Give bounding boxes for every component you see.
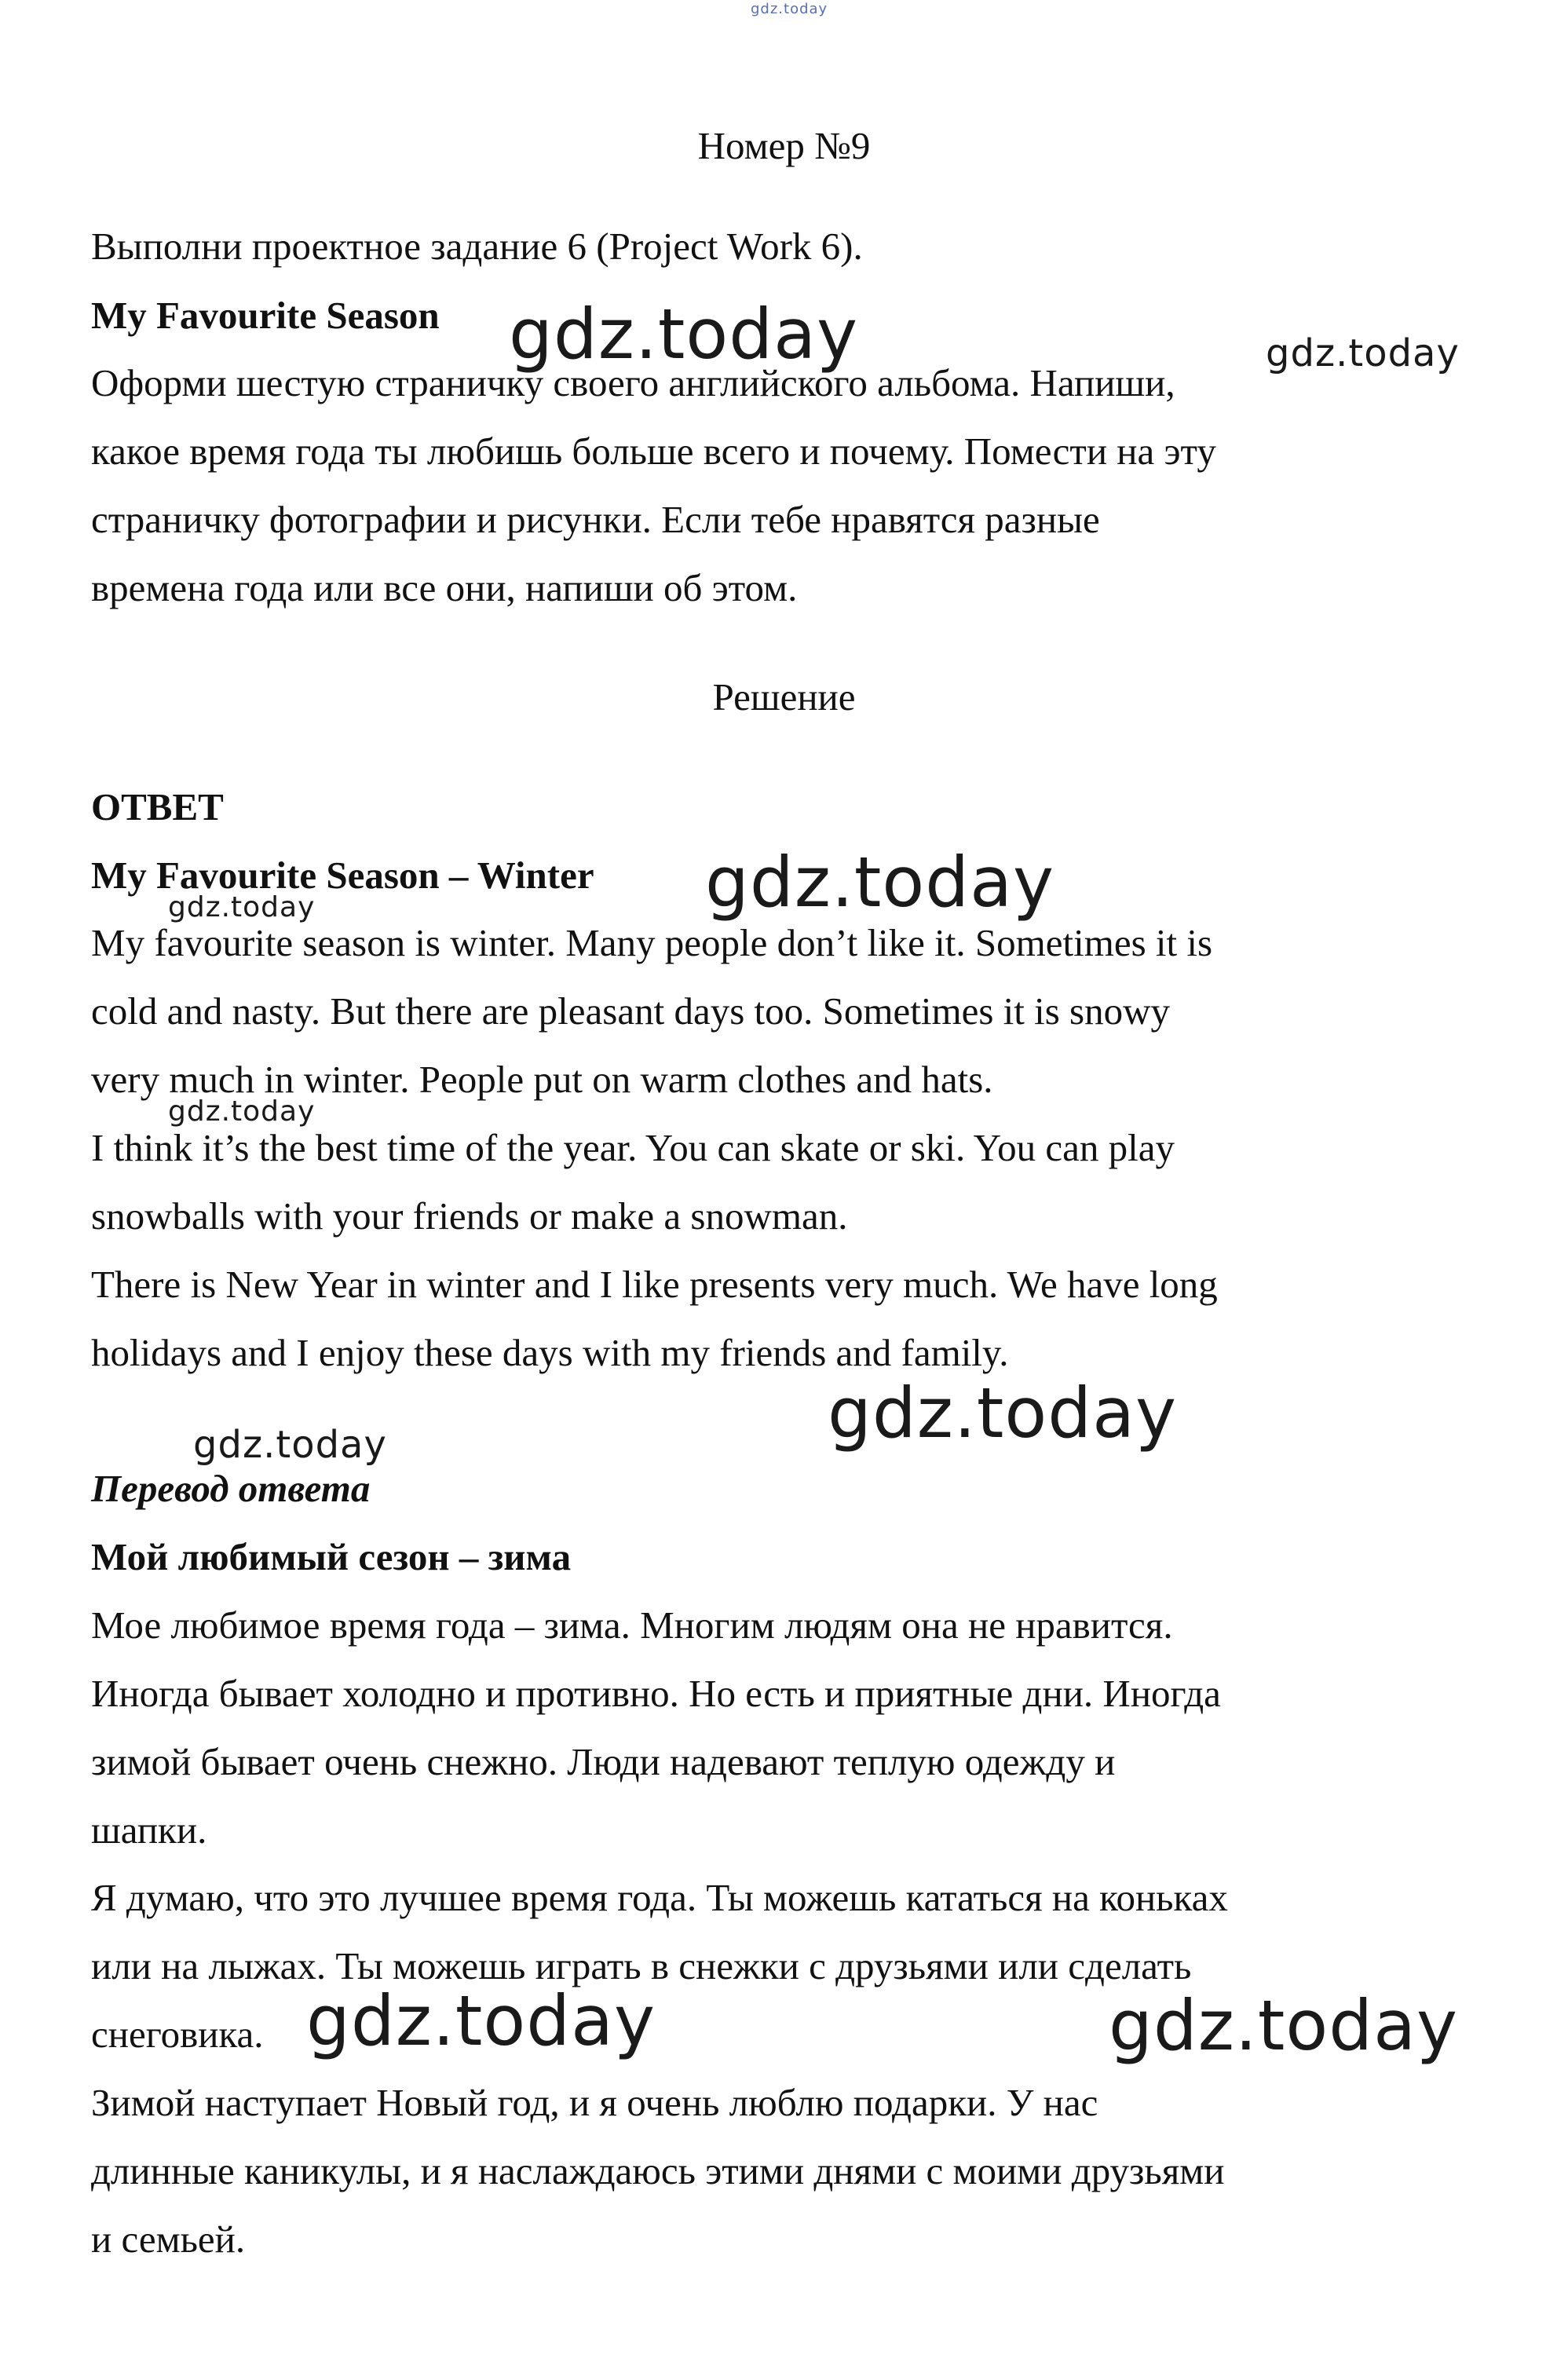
task-instruction: Выполни проектное задание 6 (Project Work 6). [91,225,863,268]
answer-line: I think it’s the best time of the year. You can skate or ski. You can play [91,1126,1175,1169]
answer-line: holidays and I enjoy these days with my friends and family. [91,1331,1009,1374]
translation-line: длинные каникулы, и я наслаждаюсь этими днями с моими друзьями [91,2149,1225,2192]
translation-line: и семьей. [91,2218,246,2261]
watermark: gdz.today [828,1373,1178,1453]
solution-heading: Решение [712,675,856,718]
translation-line: снеговика. [91,2013,264,2056]
watermark: gdz.today [1109,1985,1459,2066]
task-line: Оформи шестую страничку своего английского альбома. Напиши, [91,361,1175,404]
task-line: какое время года ты любишь больше всего и почему. Помести на эту [91,430,1216,473]
translation-line: зимой бывает очень снежно. Люди надевают теплую одежду и [91,1740,1116,1783]
translation-line: шапки. [91,1808,207,1852]
task-line: времена года или все они, напиши об этом. [91,566,798,609]
translation-line: или на лыжах. Ты можешь играть в снежки с друзьями или сделать [91,1944,1192,1987]
top-watermark: gdz.today [751,1,828,17]
translation-line: Я думаю, что это лучшее время года. Ты можешь кататься на коньках [91,1876,1228,1919]
answer-line: My favourite season is winter. Many people don’t like it. Sometimes it is [91,921,1213,964]
answer-line: There is New Year in winter and I like presents very much. We have long [91,1263,1218,1306]
task-subtitle: My Favourite Season [91,294,440,337]
translation-title: Мой любимый сезон – зима [91,1535,572,1578]
translation-line: Зимой наступает Новый год, и я очень люблю подарки. У нас [91,2081,1098,2124]
answer-line: snowballs with your friends or make a snowman. [91,1194,848,1238]
watermark: gdz.today [306,1980,656,2061]
watermark: gdz.today [705,842,1055,923]
watermark: gdz.today [193,1423,387,1467]
watermark: gdz.today [168,891,316,923]
answer-label: ОТВЕТ [91,785,224,828]
answer-line: very much in winter. People put on warm clothes and hats. [91,1058,993,1101]
translation-line: Иногда бывает холодно и противно. Но есть и приятные дни. Иногда [91,1672,1221,1715]
watermark: gdz.today [509,294,859,375]
page-title: Номер №9 [697,124,871,167]
translation-line: Мое любимое время года – зима. Многим людям она не нравится. [91,1603,1173,1647]
answer-line: cold and nasty. But there are pleasant days too. Sometimes it is snowy [91,989,1171,1033]
answer-title: My Favourite Season – Winter [91,854,594,897]
watermark: gdz.today [168,1095,316,1128]
translation-label: Перевод ответа [91,1467,371,1510]
watermark: gdz.today [1266,331,1460,375]
task-line: страничку фотографии и рисунки. Если тебе нравятся разные [91,498,1100,541]
